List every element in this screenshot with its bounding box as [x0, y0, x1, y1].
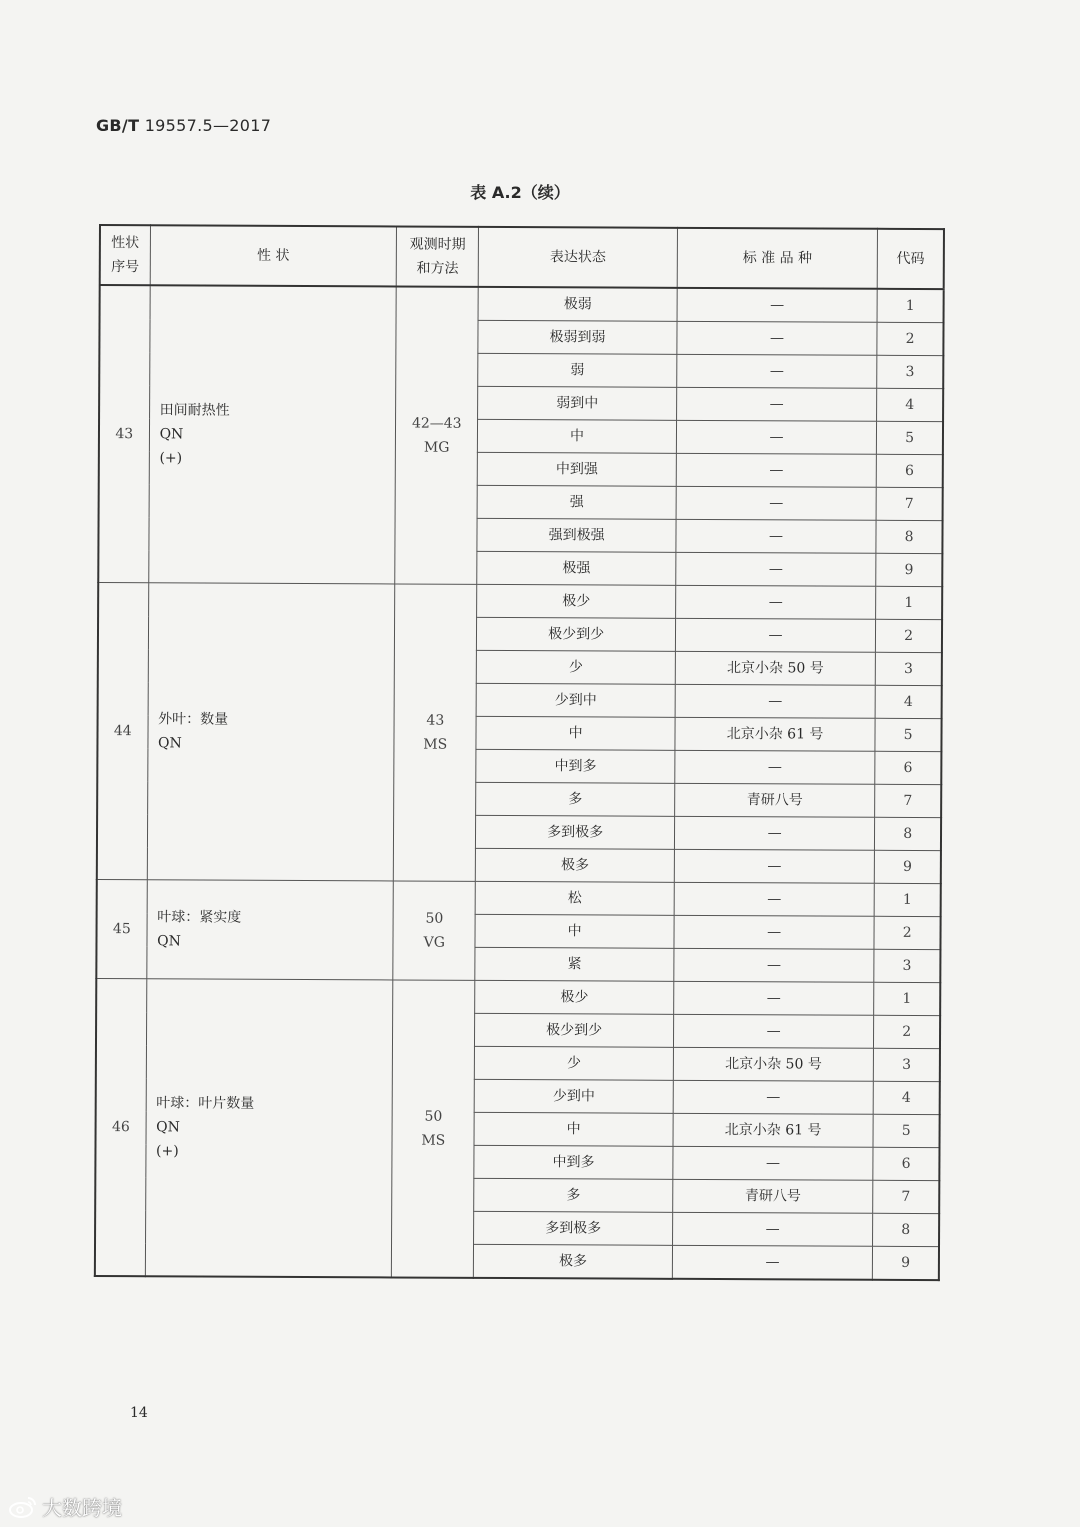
- variety-cell: —: [675, 684, 876, 718]
- variety-cell: 北京小杂 61 号: [673, 1113, 874, 1147]
- variety-cell: —: [676, 486, 877, 520]
- document-code: [96, 116, 271, 135]
- observation-line: MS: [421, 1132, 446, 1149]
- table-row: [98, 583, 942, 620]
- code-cell: 5: [875, 718, 941, 751]
- code-cell: 6: [877, 454, 943, 487]
- trait-name-cell: [147, 583, 395, 881]
- variety-cell: —: [676, 453, 877, 487]
- code-cell: 9: [876, 553, 942, 586]
- variety-cell: —: [677, 288, 878, 322]
- watermark-text: 大数跨境: [42, 1496, 122, 1520]
- variety-cell: —: [674, 882, 875, 916]
- code-cell: 3: [874, 1048, 940, 1081]
- state-cell: 中到多: [476, 749, 675, 783]
- state-cell: 极强: [477, 551, 676, 585]
- state-cell: 极少到少: [477, 617, 676, 651]
- state-cell: 中: [476, 716, 675, 750]
- observation-line: MG: [423, 439, 450, 456]
- variety-cell: —: [677, 321, 878, 355]
- header-obs-line1: 观测时期: [409, 236, 466, 253]
- code-cell: 3: [876, 652, 942, 685]
- characteristics-table: [94, 224, 945, 1281]
- state-cell: 极少: [475, 980, 674, 1014]
- code-cell: 2: [874, 916, 940, 949]
- state-cell: 少: [475, 1046, 674, 1080]
- observation-line: 50: [424, 1108, 443, 1125]
- variety-cell: 北京小杂 50 号: [675, 651, 876, 685]
- state-cell: 少到中: [475, 1079, 674, 1113]
- code-cell: 4: [873, 1081, 939, 1114]
- trait-line: 叶球：叶片数量: [156, 1095, 255, 1112]
- table-title: 表 A.2（续）: [470, 183, 570, 202]
- weibo-icon: [8, 1495, 38, 1519]
- variety-cell: 青研八号: [673, 1179, 874, 1213]
- header-seq: [100, 225, 150, 285]
- trait-name-cell: [146, 880, 393, 980]
- code-cell: 2: [877, 322, 943, 355]
- code-cell: 9: [875, 850, 941, 883]
- state-cell: 极多: [476, 848, 675, 882]
- variety-cell: —: [675, 585, 876, 619]
- code-cell: 4: [875, 685, 941, 718]
- state-cell: 多到极多: [476, 815, 675, 849]
- variety-cell: —: [673, 1014, 874, 1048]
- watermark: [8, 1492, 122, 1521]
- code-cell: 3: [874, 949, 940, 982]
- code-cell: 1: [876, 586, 942, 619]
- variety-cell: —: [674, 816, 875, 850]
- trait-seq-cell: 43: [98, 285, 150, 583]
- trait-line: 田间耐热性: [159, 402, 230, 419]
- header-variety: 标 准 品 种: [677, 228, 878, 289]
- state-cell: 中: [475, 914, 674, 948]
- code-cell: 1: [874, 883, 940, 916]
- code-cell: 9: [873, 1246, 939, 1280]
- code-cell: 2: [874, 1015, 940, 1048]
- variety-cell: —: [672, 1212, 873, 1246]
- table-row: [97, 879, 941, 916]
- table-header-row: [100, 225, 944, 289]
- observation-line: 50: [425, 910, 444, 927]
- state-cell: 极少: [477, 584, 676, 618]
- observation-line: VG: [423, 934, 445, 951]
- trait-line: QN: [158, 735, 182, 752]
- page-number: 14: [130, 1405, 148, 1421]
- code-cell: 8: [875, 817, 941, 850]
- trait-seq-cell: 45: [96, 879, 147, 978]
- observation-line: MS: [423, 736, 448, 753]
- trait-line: QN: [159, 426, 184, 443]
- state-cell: 少: [477, 650, 676, 684]
- code-cell: 7: [876, 487, 942, 520]
- trait-line: QN: [157, 933, 181, 950]
- observation-cell: [395, 286, 479, 584]
- table-row: [100, 285, 944, 323]
- state-cell: 中: [474, 1112, 673, 1146]
- state-cell: 极多: [474, 1244, 673, 1278]
- state-cell: 强到极强: [477, 518, 676, 552]
- variety-cell: —: [675, 750, 876, 784]
- code-cell: 6: [873, 1147, 939, 1180]
- state-cell: 少到中: [476, 683, 675, 717]
- state-cell: 中到强: [478, 452, 677, 486]
- variety-cell: —: [676, 519, 877, 553]
- state-cell: 多到极多: [474, 1211, 673, 1245]
- standard-code: GB/T: [96, 116, 140, 135]
- state-cell: 多: [474, 1178, 673, 1212]
- header-seq-line2: 序号: [111, 259, 140, 276]
- state-cell: 弱: [478, 353, 677, 387]
- code-cell: 6: [875, 751, 941, 784]
- state-cell: 松: [476, 881, 675, 915]
- variety-cell: —: [673, 1146, 874, 1180]
- header-obs-line2: 和方法: [416, 260, 459, 277]
- code-cell: 1: [877, 289, 943, 323]
- header-code: 代码: [878, 229, 944, 289]
- trait-name-cell: [145, 979, 393, 1278]
- variety-cell: —: [677, 354, 878, 388]
- trait-line: 叶球：紧实度: [157, 909, 242, 926]
- state-cell: 极弱: [478, 287, 677, 321]
- header-trait: 性 状: [150, 225, 397, 286]
- code-cell: 8: [873, 1213, 939, 1246]
- header-seq-line1: 性状: [111, 235, 140, 252]
- state-cell: 紧: [475, 947, 674, 981]
- state-cell: 中: [478, 419, 677, 453]
- header-obs: [396, 226, 478, 286]
- code-cell: 4: [877, 388, 943, 421]
- state-cell: 弱到中: [478, 386, 677, 420]
- trait-line: (+): [159, 450, 183, 467]
- code-cell: 8: [876, 520, 942, 553]
- state-cell: 极少到少: [475, 1013, 674, 1047]
- code-cell: 7: [873, 1180, 939, 1213]
- state-cell: 中到多: [474, 1145, 673, 1179]
- variety-cell: —: [676, 387, 877, 421]
- trait-line: (+): [156, 1143, 179, 1160]
- code-cell: 5: [873, 1114, 939, 1147]
- code-cell: 3: [877, 355, 943, 388]
- variety-cell: 北京小杂 61 号: [675, 717, 876, 751]
- observation-line: 42—43: [411, 415, 462, 432]
- state-cell: 多: [476, 782, 675, 816]
- state-cell: 强: [477, 485, 676, 519]
- variety-cell: —: [673, 981, 874, 1015]
- header-state: 表达状态: [479, 227, 678, 288]
- variety-cell: 青研八号: [674, 783, 875, 817]
- variety-cell: —: [674, 915, 875, 949]
- code-cell: 7: [875, 784, 941, 817]
- trait-line: QN: [156, 1119, 180, 1136]
- trait-seq-cell: 46: [95, 978, 147, 1276]
- table-body: [95, 285, 944, 1280]
- table-row: [96, 978, 940, 1015]
- trait-line: 外叶：数量: [158, 711, 229, 728]
- variety-cell: —: [675, 618, 876, 652]
- variety-cell: —: [673, 1080, 874, 1114]
- trait-name-cell: [148, 285, 396, 584]
- observation-cell: [393, 881, 476, 980]
- variety-cell: —: [674, 948, 875, 982]
- code-cell: 5: [877, 421, 943, 454]
- variety-cell: —: [674, 849, 875, 883]
- state-cell: 极弱到弱: [478, 320, 677, 354]
- variety-cell: 北京小杂 50 号: [673, 1047, 874, 1081]
- observation-cell: [392, 980, 476, 1278]
- code-cell: 2: [876, 619, 942, 652]
- variety-cell: —: [672, 1245, 873, 1279]
- standard-number: 19557.5—2017: [144, 116, 272, 135]
- variety-cell: —: [676, 552, 877, 586]
- observation-cell: [393, 584, 477, 881]
- observation-line: 43: [426, 712, 445, 729]
- variety-cell: —: [676, 420, 877, 454]
- code-cell: 1: [874, 982, 940, 1015]
- trait-seq-cell: 44: [97, 583, 149, 880]
